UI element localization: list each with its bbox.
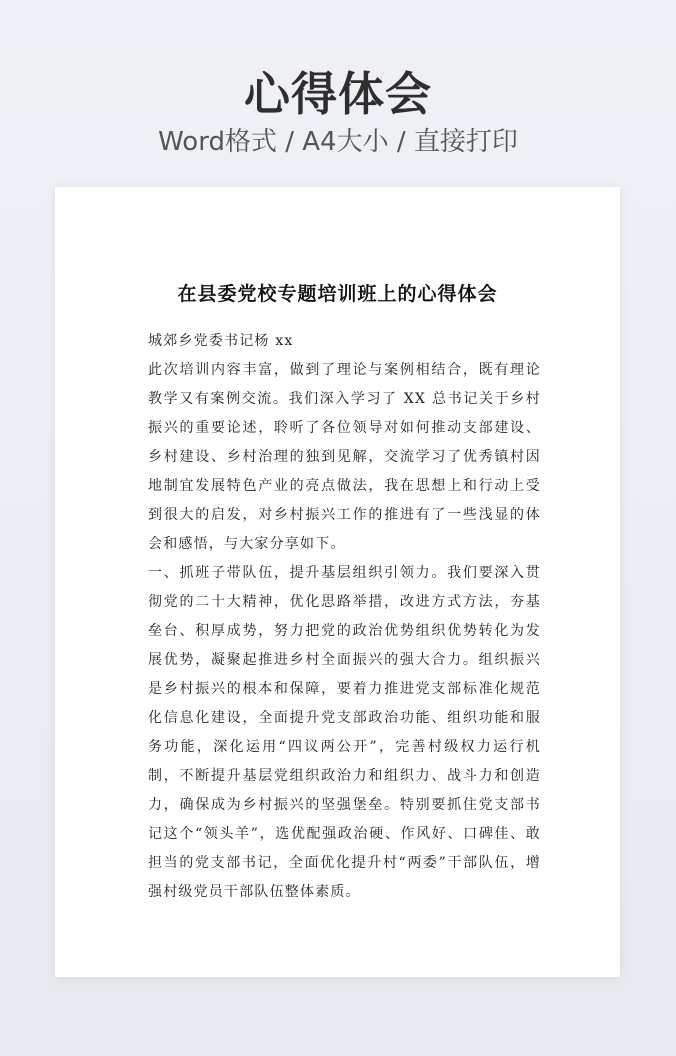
page-header (0, 62, 676, 162)
page-title: 心得体会 (244, 67, 432, 121)
page-subtitle: Word格式 / A4大小 / 直接打印 (158, 127, 518, 157)
document-page (55, 187, 620, 977)
document-author: 城郊乡党委书记杨 xx (148, 333, 294, 349)
document-title: 在县委党校专题培训班上的心得体会 (177, 283, 498, 305)
document-paragraph: 一、抓班子带队伍，提升基层组织引领力。我们要深入贯彻党的二十大精神，优化思路举措，改进方式方法，夯基垒台、积厚成势，努力把党的政治优势组织优势转化为发展优势，凝聚起推进乡村全面振兴的强大合力。组织振兴是乡村振兴的根本和保障，要着力推进党支部标准化规范化信息化建设，全面提升党支部政治功能、组织功能和服务功能，深化运用“四议两公开”，完善村级权力运行机制，不断提升基层党组织政治力和组织力、战斗力和创造力，确保成为乡村振兴的坚强堡垒。特别要抓住党支部书记这个“领头羊”，选优配强政治硬、作风好、口碑佳、敢担当的党支部书记，全面优化提升村“两委”干部队伍，增强村级党员干部队伍整体素质。 (148, 565, 541, 900)
document-body (148, 327, 541, 907)
document-paragraph: 此次培训内容丰富，做到了理论与案例相结合，既有理论教学又有案例交流。我们深入学习了 XX 总书记关于乡村振兴的重要论述，聆听了各位领导对如何推动支部建设、乡村建设、乡村治理的独到见解，交流学习了优秀镇村因地制宜发展特色产业的亮点做法，我在思想上和行动上受到很大的启发，对乡村振兴工作的推进有了一些浅显的体会和感悟，与大家分享如下。 (148, 362, 541, 552)
